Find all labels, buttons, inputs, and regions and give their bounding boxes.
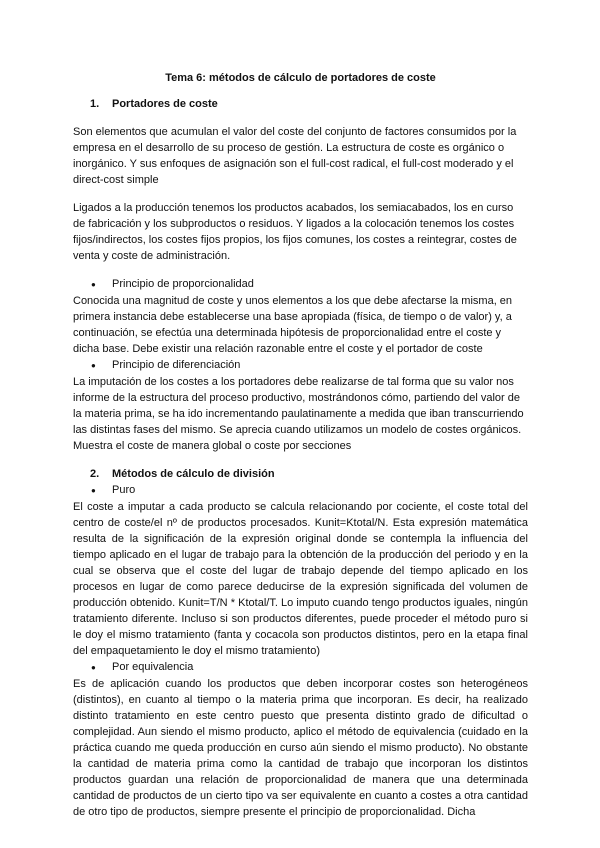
paragraph: La imputación de los costes a los portadores debe realizarse de tal forma que su valor nos informe de la estructura del proceso productivo, mostrándonos cómo, partiendo del valor de la materia prima, se ha ido incrementando paulatinamente a medida que iban transcurriendo las distintas fases del mismo. Se aprecia cuando utilizamos un modelo de costes orgánicos. Muestra el coste de manera global o coste por secciones (73, 376, 524, 452)
bullet-item (73, 659, 528, 676)
bullet-label: Principio de diferenciación (112, 359, 241, 371)
section-heading-text: Métodos de cálculo de división (112, 468, 275, 480)
section-number: 1. (90, 98, 100, 110)
bullet-dot-icon: ● (91, 663, 96, 672)
document-title: Tema 6: métodos de cálculo de portadores de coste (165, 72, 436, 84)
paragraph: Es de aplicación cuando los productos que deben incorporar costes son heterogéneos (distintos), en cuanto al tiempo o la materia prima que incorporan. Es decir, ha realizado distinto tratamiento en este centro puesto que presenta distinto grado de dificultad o complejidad. Aun siendo el mismo producto, aplico el método de equivalencia (cuidado en la práctica cuando me queda producción en curso aún siendo el mismo producto). No obstante la cantidad de materia prima como la cantidad de trabajo que incorporan los distintos productos guardan una relación de proporcionalidad de manera que una determinada cantidad de productos de un cierto tipo va ser equivalente en cuanto a costes a otra cantidad de otro tipo de productos, siempre presente el principio de proporcionalidad. Dicha (73, 678, 528, 818)
bullet-item (73, 276, 528, 293)
section-heading-portadores (73, 96, 528, 112)
bullet-dot-icon: ● (91, 280, 96, 289)
section-heading-metodos (73, 466, 528, 482)
section-heading-text: Portadores de coste (112, 98, 218, 110)
bullet-dot-icon: ● (91, 361, 96, 370)
bullet-label: Puro (112, 484, 136, 496)
bullet-label: Por equivalencia (112, 661, 194, 673)
paragraph: El coste a imputar a cada producto se calcula relacionando por cociente, el coste total del centro de coste/el nº de productos procesados. Kunit=Ktotal/N. Esta expresión matemática resulta de la significación de la expresión original donde se contempla la influencia del tiempo aplicado en el lugar de trabajo para la obtención de la producción del periodo y en la cual se observa que el coste del lugar de trabajo depende del tiempo aplicado en los procesos en lugar de como parece deducirse de la expresión significada del volumen de producción obtenido. Kunit=T/N * Ktotal/T. Lo imputo cuando tengo productos iguales, ningún tratamiento diferente. Incluso si son productos diferentes, puede proceder el método puro si le doy el mismo tratamiento (fanta y cocacola son productos distintos, pero en la etapa final del empaquetamiento le doy el mismo tratamiento) (73, 501, 528, 657)
bullet-dot-icon: ● (91, 486, 96, 495)
paragraph: Ligados a la producción tenemos los productos acabados, los semiacabados, los en curso de fabricación y los subproductos o residuos. Y ligados a la colocación tenemos los costes fijos/indirectos, los costes fijos propios, los fijos comunes, los costes a reintegrar, costes de venta y coste de administración. (73, 202, 517, 262)
paragraph: Son elementos que acumulan el valor del coste del conjunto de factores consumidos por la empresa en el desarrollo de su proceso de gestión. La estructura de coste es orgánico o inorgánico. Y sus enfoques de asignación son el full-cost radical, el full-cost moderado y el direct-cost simple (73, 126, 517, 186)
bullet-item (73, 482, 528, 499)
section-number: 2. (90, 468, 100, 480)
paragraph: Conocida una magnitud de coste y unos elementos a los que debe afectarse la misma, en primera instancia debe establecerse una base apropiada (física, de tiempo o de valor) y, a continuación, se efectúa una determinada hipótesis de proporcionalidad entre el coste y dicha base. Debe existir una relación razonable entre el coste y el portador de coste (73, 295, 513, 355)
bullet-label: Principio de proporcionalidad (112, 278, 254, 290)
bullet-item (73, 357, 528, 374)
